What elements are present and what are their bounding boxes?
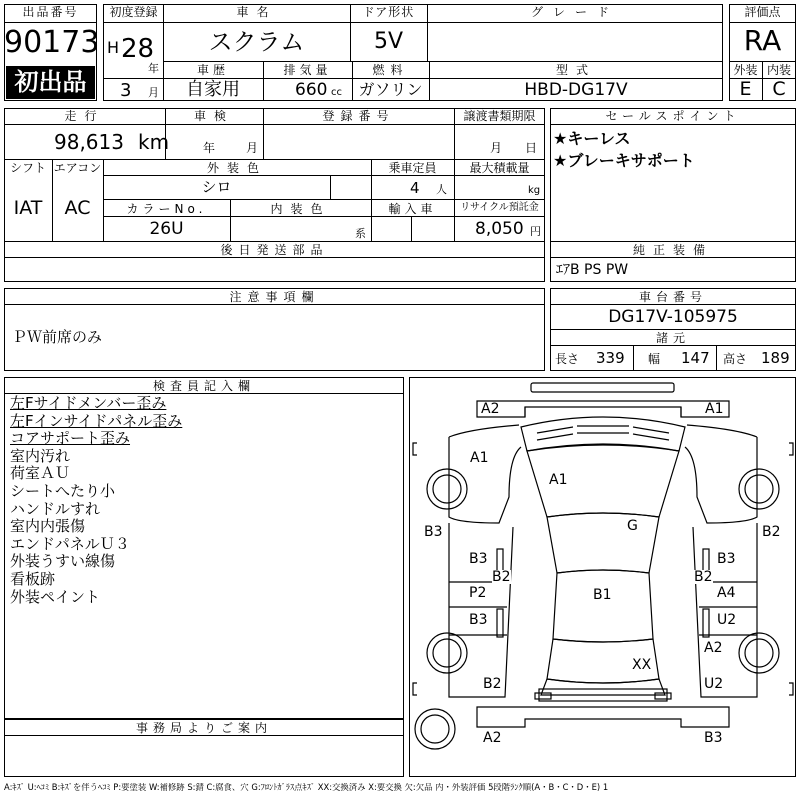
inspector-note: 外装ペイント	[10, 587, 101, 606]
damage-mark: A2	[481, 401, 500, 417]
damage-mark: B2	[694, 569, 713, 585]
damage-mark: G	[627, 518, 638, 534]
history-value: 自家用	[186, 79, 240, 100]
exterior-grade-label: 外装	[733, 63, 758, 77]
interior-color-label: 内装色	[270, 202, 331, 216]
damage-mark: B3	[469, 612, 488, 628]
damage-mark: B2	[492, 569, 511, 585]
registration-number-label: 登録番号	[322, 109, 395, 123]
damage-mark: U2	[717, 612, 737, 628]
damage-mark: A1	[470, 450, 489, 466]
notes-label: 注意事項欄	[229, 290, 320, 304]
car-name: スクラム	[208, 28, 305, 56]
width-label: 幅	[648, 352, 661, 366]
lot-number-label: 出品番号	[22, 5, 79, 19]
mileage-unit: km	[138, 130, 170, 154]
inspector-note: 看板跡	[10, 569, 56, 588]
exterior-color-label: 外装色	[206, 161, 267, 175]
transfer-deadline-label: 譲渡書類期限	[463, 109, 536, 123]
legend: A:ｷｽﾞ U:ﾍｺﾐ B:ｷｽﾞを伴うﾍｺﾐ P:要塗装 W:補修跡 S:錆 C:腐食、穴 G:ﾌﾛﾝﾄｶﾞﾗｽ点ｷｽﾞ XX:交換済み X:要交換 欠:欠品 内・外装評価 5段階ﾗﾝｸ順(A・B・C・D・E) 1	[4, 783, 609, 792]
damage-mark: U2	[704, 676, 724, 692]
damage-mark: P2	[469, 585, 487, 601]
damage-mark: B3	[717, 551, 736, 567]
first-registration-label: 初度登録	[109, 5, 158, 19]
sales-point-item: ★ブレーキサポート	[553, 151, 695, 170]
import-label: 輸入車	[388, 202, 437, 216]
exterior-color: シロ	[201, 178, 232, 196]
width-value: 147	[681, 349, 710, 367]
damage-mark: B2	[762, 524, 781, 540]
registration-month: 3	[120, 80, 132, 101]
damage-mark: A1	[705, 401, 724, 417]
damage-mark: A4	[717, 585, 736, 601]
inspector-notes	[10, 395, 400, 606]
shift-label: シフト	[9, 161, 46, 175]
height-label: 高さ	[723, 352, 748, 366]
interior-grade: C	[772, 78, 786, 100]
capacity-value: 4	[410, 179, 420, 197]
inspector-note: エンドパネルＵ３	[10, 534, 130, 553]
fuel-label: 燃料	[372, 63, 409, 77]
inspector-note: コアサポート歪み	[10, 429, 131, 448]
equipment-value: ｴｱB PS PW	[556, 262, 629, 278]
year-unit: 年	[148, 62, 159, 75]
inspector-note: 外装うすい線傷	[10, 552, 116, 571]
fuel-value: ガソリン	[358, 80, 423, 99]
mileage-label: 走行	[64, 109, 105, 123]
door-type: 5V	[373, 29, 404, 54]
displacement-unit: cc	[331, 87, 342, 98]
capacity-unit: 人	[436, 183, 447, 196]
score-label: 評価点	[744, 5, 781, 19]
inspector-note: ハンドルすれ	[10, 499, 101, 518]
chassis-label: 車台番号	[638, 290, 707, 304]
capacity-label: 乗車定員	[388, 161, 437, 175]
era: H	[107, 38, 120, 57]
length-label: 長さ	[555, 352, 580, 366]
displacement-label: 排気量	[283, 63, 332, 77]
inspector-note: 左Fインサイドパネル歪み	[10, 411, 183, 430]
score-value: RA	[743, 24, 782, 57]
inspection-month-unit: 月	[246, 141, 259, 155]
inspector-label: 検査員記入欄	[152, 379, 255, 393]
door-label: ドア形状	[362, 5, 415, 19]
exterior-grade: E	[739, 78, 752, 100]
ac-label: エアコン	[53, 161, 102, 175]
color-number: 26U	[149, 219, 184, 239]
displacement-value: 660	[295, 80, 328, 100]
damage-mark: B3	[704, 730, 723, 746]
inspection-year-unit: 年	[203, 141, 216, 155]
chassis-number: DG17V-105975	[608, 307, 738, 327]
recycle-fee: 8,050	[475, 219, 524, 239]
equipment-label: 純正装備	[632, 243, 713, 257]
damage-mark: B3	[469, 551, 488, 567]
inspector-note: 室内汚れ	[10, 446, 71, 465]
damage-mark: XX	[632, 657, 652, 673]
length-value: 339	[596, 349, 625, 367]
shift-value: IAT	[13, 197, 43, 219]
ac-value: AC	[64, 197, 91, 219]
color-number-label: カラーNo.	[126, 202, 207, 216]
damage-mark: B3	[424, 524, 443, 540]
sales-point-item: ★キーレス	[553, 129, 631, 148]
damage-mark: A2	[483, 730, 502, 746]
damage-mark: A1	[549, 472, 568, 488]
inspector-note: 左Fサイドメンバー歪み	[10, 394, 167, 412]
recycle-fee-unit: 円	[530, 225, 541, 238]
history-label: 車歴	[196, 63, 229, 77]
office-notice-label: 事務局よりご案内	[135, 721, 272, 735]
height-value: 189	[761, 349, 790, 367]
inspector-note: 室内内張傷	[10, 517, 86, 536]
dimensions-label: 諸元	[655, 331, 690, 345]
first-listing-badge: 初出品	[6, 66, 95, 99]
later-parts-label: 後日発送部品	[220, 243, 329, 257]
notes-value: ＰＷ前席のみ	[12, 328, 103, 346]
transfer-month-unit: 月	[490, 141, 503, 155]
damage-mark: A2	[704, 640, 723, 656]
car-name-label: 車名	[236, 5, 277, 19]
mileage-value: 98,613	[54, 130, 124, 154]
lot-number: 90173	[4, 25, 100, 60]
month-unit: 月	[148, 86, 159, 99]
recycle-fee-label: リサイクル預託金	[460, 202, 539, 213]
model-label: 型式	[555, 63, 596, 77]
grade-label: グレード	[530, 5, 619, 19]
interior-color-unit: 系	[355, 227, 366, 240]
inspector-note: シートへたり小	[10, 481, 116, 500]
damage-mark: B2	[483, 676, 502, 692]
model-value: HBD-DG17V	[524, 80, 628, 100]
car-diagram	[409, 377, 796, 777]
interior-grade-label: 内装	[766, 63, 791, 77]
transfer-day-unit: 日	[525, 141, 538, 155]
inspection-label: 車検	[193, 109, 234, 123]
inspector-note: 荷室ＡＵ	[10, 464, 71, 483]
max-load-unit: kg	[528, 185, 541, 196]
sales-points-label: セールスポイント	[605, 109, 741, 123]
registration-year: 28	[121, 34, 155, 64]
max-load-label: 最大積載量	[469, 161, 530, 175]
damage-mark: B1	[593, 587, 612, 603]
